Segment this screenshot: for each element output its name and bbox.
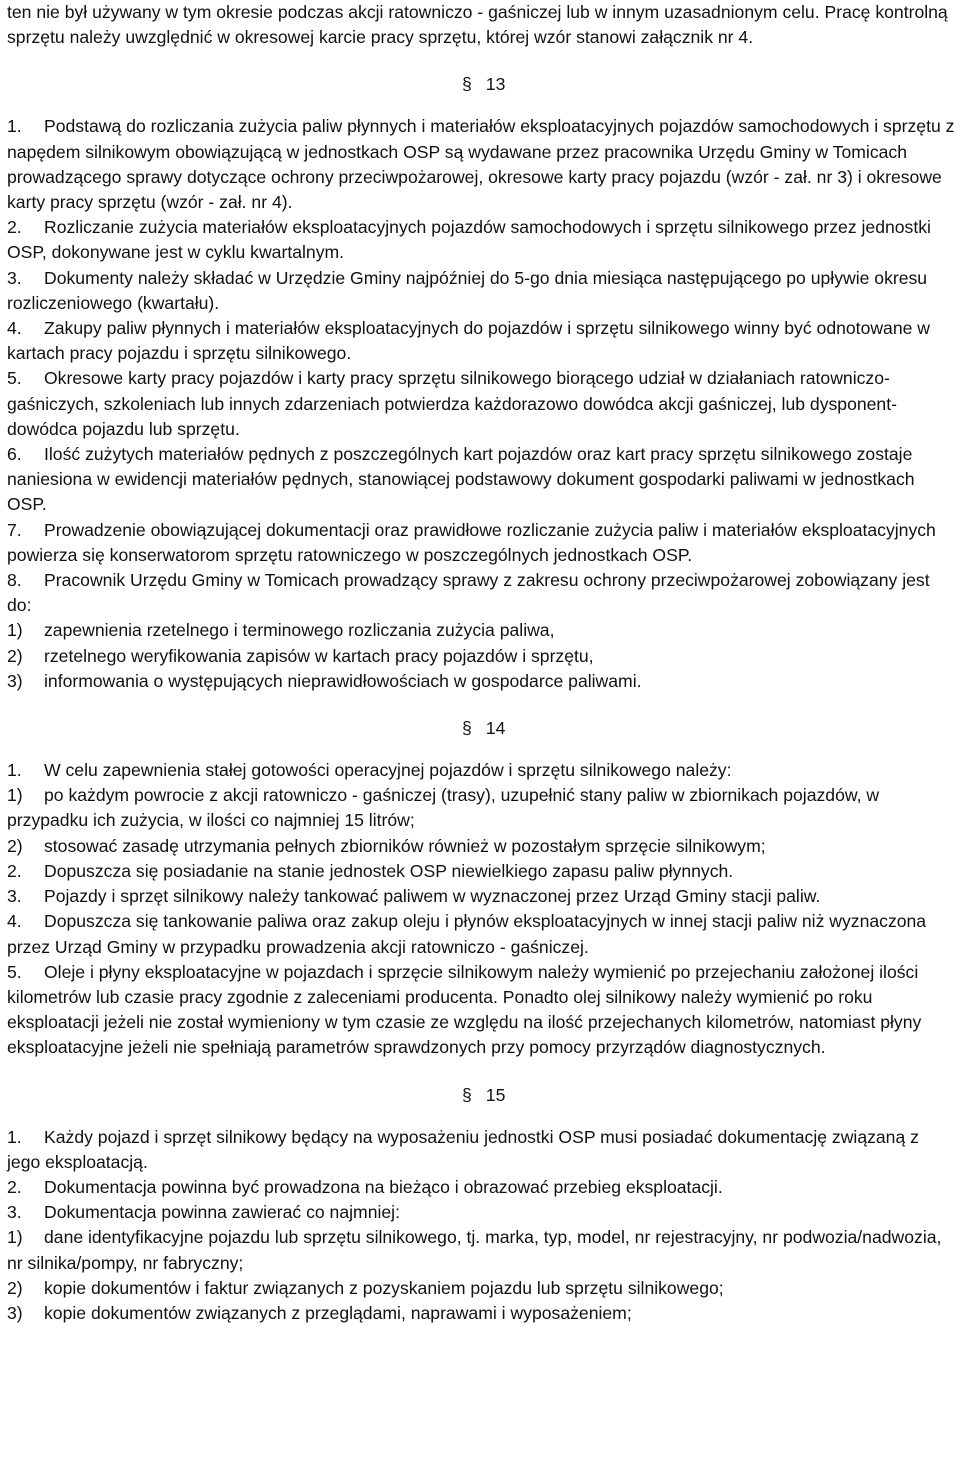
list-item	[7, 1200, 957, 1225]
item-text: dane identyfikacyjne pojazdu lub sprzętu silnikowego, tj. marka, typ, model, nr rejestracyjny, nr podwozia/nadwozia, nr silnika/pompy, nr fabryczny;	[7, 1227, 942, 1273]
section-number: 15	[485, 1084, 506, 1105]
item-text: po każdym powrocie z akcji ratowniczo - gaśniczej (trasy), uzupełnić stany paliw w zbiornikach pojazdów, w przypadku ich zużycia, w ilości co najmniej 15 litrów;	[7, 785, 880, 831]
item-text: Pracownik Urzędu Gminy w Tomicach prowadzący sprawy z zakresu ochrony przeciwpożarowej zobowiązany jest do:	[7, 570, 930, 616]
item-text: kopie dokumentów i faktur związanych z pozyskaniem pojazdu lub sprzętu silnikowego;	[44, 1277, 724, 1298]
item-text: Dokumenty należy składać w Urzędzie Gminy najpóźniej do 5-go dnia miesiąca następującego po upływie okresu rozliczeniowego (kwartału).	[7, 267, 928, 313]
item-number: 7.	[7, 519, 22, 540]
sub-item	[7, 669, 957, 694]
item-text: stosować zasadę utrzymania pełnych zbiorników również w pozostałym sprzęcie silnikowym;	[44, 835, 766, 856]
item-number: 1.	[7, 1126, 22, 1147]
item-text: Dokumentacja powinna zawierać co najmniej:	[44, 1202, 400, 1223]
sub-item	[7, 783, 957, 833]
list-item	[7, 266, 957, 316]
section-heading-15	[7, 1061, 957, 1125]
sub-item	[7, 644, 957, 669]
list-item	[7, 316, 957, 366]
item-text: zapewnienia rzetelnego i terminowego rozliczania zużycia paliwa,	[44, 620, 555, 641]
item-text: Rozliczanie zużycia materiałów eksploatacyjnych pojazdów samochodowych i sprzętu silnikowego przez jednostki OSP, dokonywane jest w cyklu kwartalnym.	[7, 217, 931, 263]
item-text: kopie dokumentów związanych z przeglądami, naprawami i wyposażeniem;	[44, 1302, 632, 1323]
item-text: rzetelnego weryfikowania zapisów w kartach pracy pojazdów i sprzętu,	[44, 645, 594, 666]
item-number: 3)	[7, 670, 23, 691]
item-number: 6.	[7, 444, 22, 465]
section-13-body	[7, 114, 957, 694]
sub-item	[7, 1276, 957, 1301]
list-item	[7, 215, 957, 265]
item-number: 5.	[7, 961, 22, 982]
item-text: Dopuszcza się posiadanie na stanie jednostek OSP niewielkiego zapasu paliw płynnych.	[44, 860, 734, 881]
item-text: Oleje i płyny eksploatacyjne w pojazdach i sprzęcie silnikowym należy wymienić po przejechaniu założonej ilości kilometrów lub czasie pracy zgodnie z zaleceniami producenta. Ponadto olej silnikowy należy wymienić po roku eksploatacji jeżeli nie został wymieniony w tym czasie ze względu na ilość przejechanych kilometrów, natomiast płyny eksploatacyjne jeżeli nie spełniają parametrów sprawdzonych przy pomocy przyrządów diagnostycznych.	[7, 961, 922, 1058]
item-text: W celu zapewnienia stałej gotowości operacyjnej pojazdów i sprzętu silnikowego należy:	[44, 760, 732, 781]
item-number: 1)	[7, 620, 23, 641]
item-number: 5.	[7, 368, 22, 389]
item-number: 1.	[7, 760, 22, 781]
paragraph-symbol: §	[462, 1084, 472, 1105]
sub-item	[7, 1301, 957, 1326]
item-number: 4.	[7, 911, 22, 932]
item-number: 3.	[7, 267, 22, 288]
section-15-body	[7, 1125, 957, 1327]
list-item	[7, 1175, 957, 1200]
item-number: 3)	[7, 1302, 23, 1323]
list-item	[7, 442, 957, 518]
sub-item	[7, 618, 957, 643]
list-item	[7, 1125, 957, 1175]
item-number: 2)	[7, 835, 23, 856]
item-number: 2.	[7, 217, 22, 238]
document-page	[7, 0, 957, 1326]
item-number: 1)	[7, 1227, 23, 1248]
list-item	[7, 518, 957, 568]
item-text: Pojazdy i sprzęt silnikowy należy tankować paliwem w wyznaczonej przez Urząd Gminy stacji paliw.	[44, 886, 821, 907]
paragraph-symbol: §	[462, 74, 472, 95]
item-text: Ilość zużytych materiałów pędnych z poszczególnych kart pojazdów oraz kart pracy sprzętu silnikowego zostaje naniesiona w ewidencji materiałów pędnych, stanowiącej podstawowy dokument gospodarki paliwami w jednostkach OSP.	[7, 444, 915, 515]
item-text: informowania o występujących nieprawidłowościach w gospodarce paliwami.	[44, 670, 642, 691]
item-text: Prowadzenie obowiązującej dokumentacji oraz prawidłowe rozliczanie zużycia paliw i materiałów eksploatacyjnych powierza się konserwatorom sprzętu ratowniczego w poszczególnych jednostkach OSP.	[7, 519, 936, 565]
item-number: 2.	[7, 1176, 22, 1197]
item-number: 2)	[7, 1277, 23, 1298]
list-item	[7, 859, 957, 884]
section-number: 13	[485, 74, 506, 95]
paragraph-symbol: §	[462, 718, 472, 739]
item-text: Każdy pojazd i sprzęt silnikowy będący na wyposażeniu jednostki OSP musi posiadać dokumentację związaną z jego eksploatacją.	[7, 1126, 919, 1172]
item-number: 8.	[7, 570, 22, 591]
list-item	[7, 114, 957, 215]
list-item	[7, 758, 957, 783]
item-text: Dopuszcza się tankowanie paliwa oraz zakup oleju i płynów eksploatacyjnych w innej stacji paliw niż wyznaczona przez Urząd Gminy w przypadku prowadzenia akcji ratowniczo - gaśniczej.	[7, 911, 927, 957]
intro-paragraph: ten nie był używany w tym okresie podczas akcji ratowniczo - gaśniczej lub w innym uzasadnionym celu. Pracę kontrolną sprzętu należy uwzględnić w okresowej karcie pracy sprzętu, której wzór stanowi załącznik nr 4.	[7, 2, 948, 48]
item-number: 4.	[7, 318, 22, 339]
list-item	[7, 960, 957, 1061]
item-number: 2)	[7, 645, 23, 666]
list-item	[7, 909, 957, 959]
section-number: 14	[485, 718, 506, 739]
sub-item	[7, 834, 957, 859]
section-heading-13	[7, 50, 957, 114]
item-text: Okresowe karty pracy pojazdów i karty pracy sprzętu silnikowego biorącego udział w działaniach ratowniczo-gaśniczych, szkoleniach lub innych zdarzeniach potwierdza każdorazowo dowódca akcji gaśniczej, lub dysponent-dowódca pojazdu lub sprzętu.	[7, 368, 897, 439]
sub-item	[7, 1225, 957, 1275]
item-text: Zakupy paliw płynnych i materiałów eksploatacyjnych do pojazdów i sprzętu silnikowego winny być odnotowane w kartach pracy pojazdu i sprzętu silnikowego.	[7, 318, 931, 364]
list-item	[7, 366, 957, 442]
list-item	[7, 884, 957, 909]
item-number: 2.	[7, 860, 22, 881]
list-item	[7, 568, 957, 618]
item-text: Dokumentacja powinna być prowadzona na bieżąco i obrazować przebieg eksploatacji.	[44, 1176, 723, 1197]
item-number: 3.	[7, 886, 22, 907]
item-number: 1.	[7, 116, 22, 137]
item-number: 3.	[7, 1202, 22, 1223]
section-heading-14	[7, 694, 957, 758]
item-number: 1)	[7, 785, 23, 806]
section-14-body	[7, 758, 957, 1060]
item-text: Podstawą do rozliczania zużycia paliw płynnych i materiałów eksploatacyjnych pojazdów samochodowych i sprzętu z napędem silnikowym obowiązującą w jednostkach OSP są wydawane przez pracownika Urzędu Gminy w Tomicach prowadzącego sprawy dotyczące ochrony przeciwpożarowej, okresowe karty pracy pojazdu (wzór - zał. nr 3) i okresowe karty pracy sprzętu (wzór - zał. nr 4).	[7, 116, 955, 213]
